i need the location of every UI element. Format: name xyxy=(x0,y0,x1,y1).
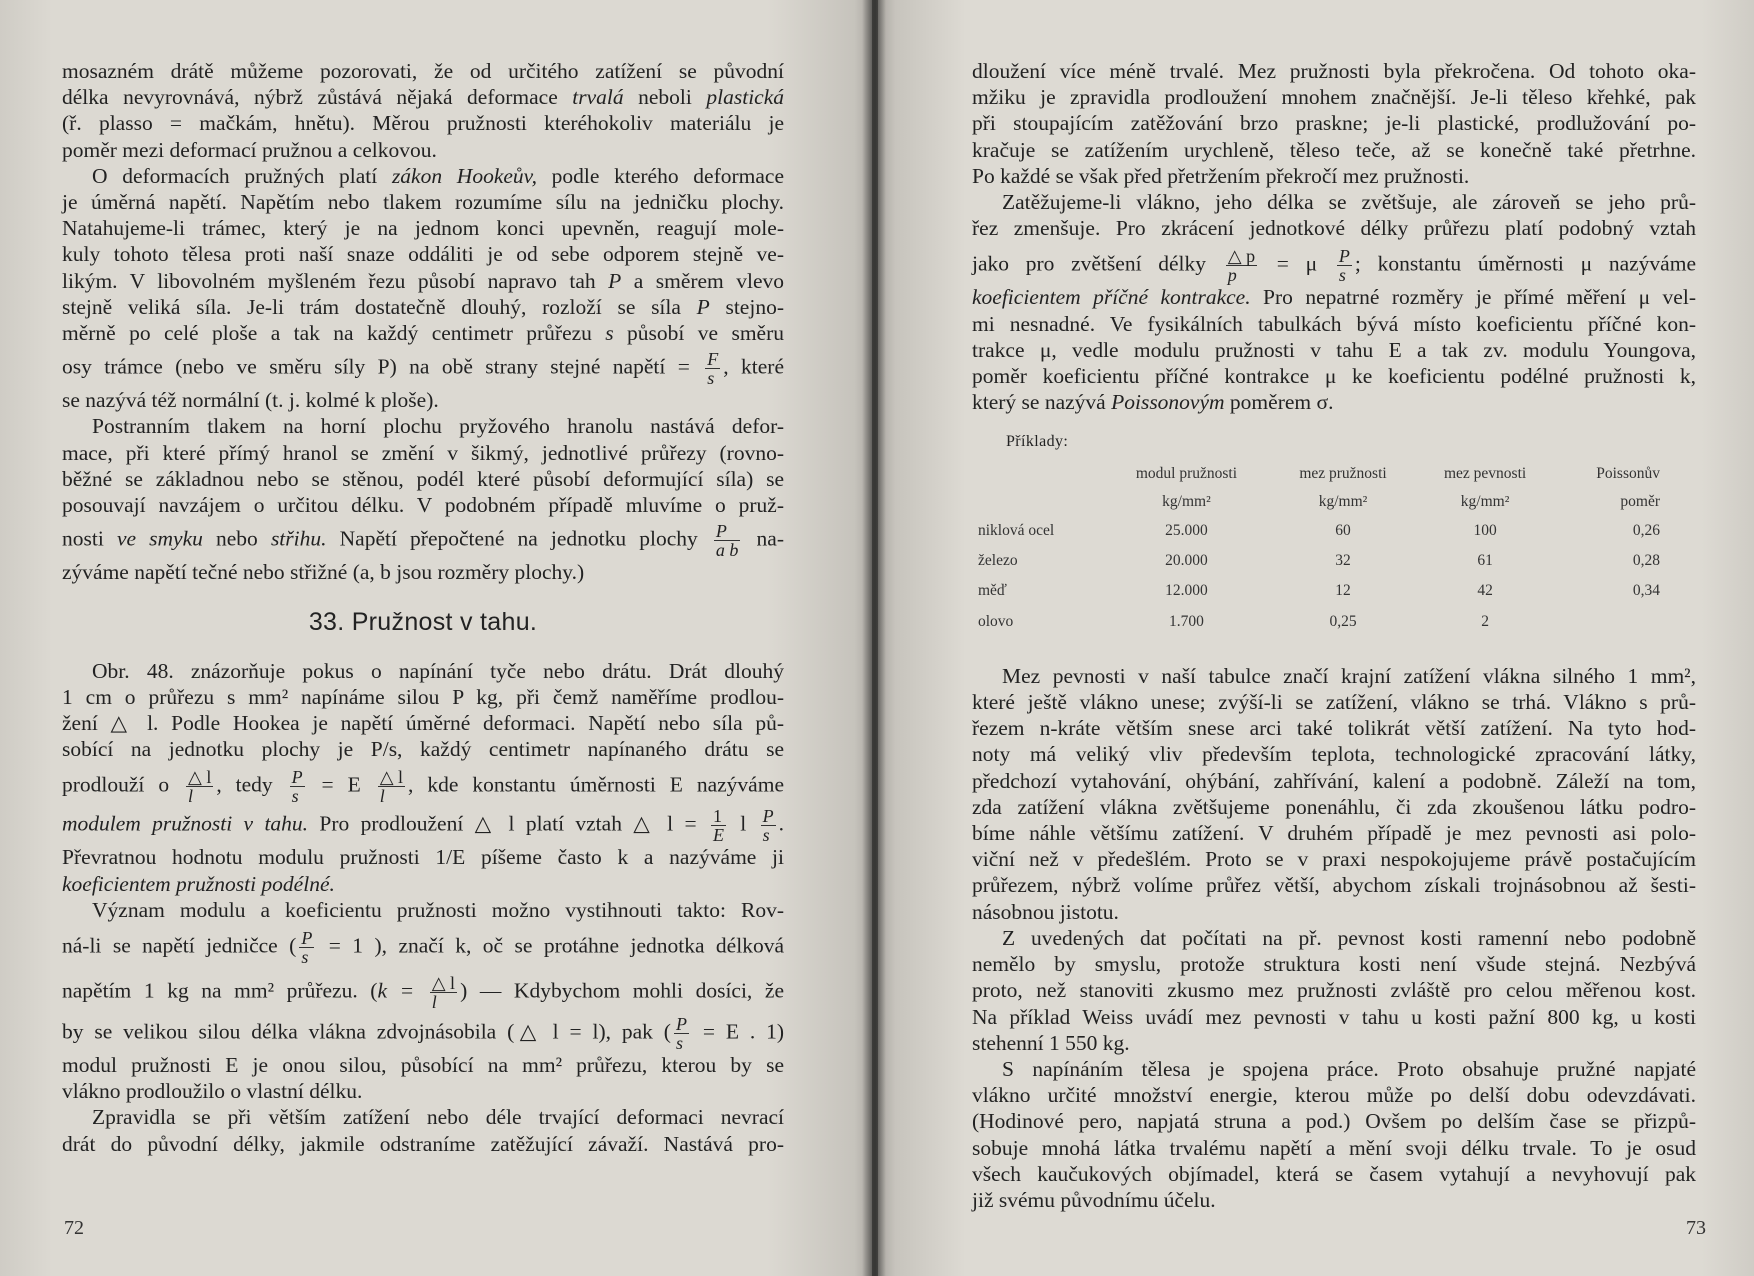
text-line: který se nazývá Poissonovým poměrem σ. xyxy=(972,390,1334,415)
intro-paragraph xyxy=(62,58,784,163)
table-cell: 60 xyxy=(1335,522,1351,540)
text-line: řez zmenšuje. Pro zkrácení jednotkové délky průřezu platí podobný vztah xyxy=(972,216,1696,241)
page-number: 73 xyxy=(1686,1217,1706,1239)
fraction: $\frac{P}{s}$ xyxy=(291,767,303,807)
text-line: mžiku je zpravidla prodloužení mnohem značnější. Je-li těleso křehké, pak xyxy=(972,85,1696,110)
text-line: bíme náhle většímu zatížení. V druhém případě je mez pevnosti asi polo- xyxy=(972,821,1696,846)
text-line: při stoupajícím zatěžování brzo praskne; je-li plastické, prodlužování po- xyxy=(972,111,1696,136)
table-row xyxy=(974,607,1664,637)
meaning-paragraph xyxy=(62,897,784,1105)
text-line: Na příklad Weiss uvádí mez pevnosti v tahu u kosti pažní 800 kg, u kosti xyxy=(972,1004,1696,1029)
text-line: předchozí vytahování, ohýbání, zahřívání, kalení a podobně. Záleží na tom, xyxy=(972,768,1696,793)
table-header: poměr xyxy=(1620,492,1660,510)
fraction: $\frac{P}{s}$ xyxy=(301,928,313,968)
formula-line: nosti ve smyku nebo střihu. Napětí přepočtené na jednotku plochy $\frac{P}{\text{a b}}$ na- xyxy=(62,521,784,561)
formula-line: modulem pružnosti v tahu. Pro prodloužení △ l platí vztah △ l = $\frac{1}{E}$ l $\frac{P}{s}$ . xyxy=(62,806,784,846)
text-line: násobnou jistotu. xyxy=(972,899,1119,924)
table-header: mez pružnosti xyxy=(1299,464,1387,482)
fraction: $\frac{\triangle l}{l}$ xyxy=(188,767,212,807)
text-line: drát do původní délky, jakmile odstraníme zatěžující závaží. Nastává pro- xyxy=(62,1131,784,1156)
text-line: poměr koeficientu příčné kontrakce μ ke koeficientu podélné pružnosti k, xyxy=(972,364,1696,389)
table-cell: 2 xyxy=(1481,612,1489,630)
table-cell: 0,34 xyxy=(1632,582,1660,600)
left-text-block xyxy=(62,58,784,1157)
page-number: 72 xyxy=(64,1217,84,1239)
text-line: O deformacích pružných platí zákon Hookeův, podle kterého deformace xyxy=(92,163,785,188)
text-line: mi nesnadné. Ve fysikálních tabulkách bývá místo koeficientu příčné kon- xyxy=(972,311,1696,336)
energy-paragraph xyxy=(972,1056,1696,1213)
table-header xyxy=(974,460,1103,488)
text-line: již svému původnímu účelu. xyxy=(972,1187,1216,1212)
table-cell: niklová ocel xyxy=(978,522,1055,540)
text-line: délka nevyrovnává, nýbrž zůstává nějaká deformace trvalá neboli plastická xyxy=(62,85,784,110)
table-row xyxy=(974,546,1664,576)
text-line: Mez pevnosti v naší tabulce značí krajní zatížení vlákna silného 1 mm², xyxy=(1002,663,1696,688)
text-line: se nazývá též normální (t. j. kolmé k ploše). xyxy=(62,388,439,413)
text-line: řezem n-kráte větším snese arci také tolikrát větší zatížení. Na tyto hod- xyxy=(972,716,1696,741)
right-text-block xyxy=(972,58,1696,1213)
text-line: měrně po celé ploše a tak na každý centimetr průřezu s působí ve směru xyxy=(62,321,784,346)
text-line: nemělo by smyslu, protože struktura kosti není všude stejná. Nezbývá xyxy=(972,952,1696,977)
text-line: sobuje mnohá látka trvalému napětí a mění svoji délku trvale. To je osud xyxy=(972,1135,1696,1160)
table-cell: olovo xyxy=(978,612,1014,630)
text-line: Po každé se však před přetržením překročí mez pružnosti. xyxy=(972,163,1470,188)
text-line: běžné se základnou nebo se stěnou, podél které působí deformující síla) se xyxy=(62,466,784,491)
formula-line: osy trámce (nebo ve směru síly P) na obě strany stejné napětí = $\frac{F}{s}$ , které xyxy=(62,349,784,389)
table-header-row xyxy=(974,488,1664,516)
fraction: $\frac{\triangle l}{l}$ xyxy=(431,973,456,1013)
table-cell: 12 xyxy=(1335,582,1351,600)
table-cell: 0,28 xyxy=(1632,552,1660,570)
text-line: proto, než stanoviti zkusmo mez pružnosti zvláště pro celou měřenou kost. xyxy=(972,978,1696,1003)
text-line: stehenní 1 550 kg. xyxy=(972,1030,1130,1055)
formula-line: prodlouží o $\frac{\triangle l}{l}$ , tedy $\frac{P}{s}$ = E $\frac{\triangle l}{l}$ , kde konstantu úměrnosti E nazýváme xyxy=(62,767,784,807)
fraction: $\frac{P}{s}$ xyxy=(675,1014,687,1054)
hooke-paragraph xyxy=(62,163,784,414)
table-header: modul pružnosti xyxy=(1135,464,1238,482)
text-line: 1 cm o průřezu s mm² napínáme silou P kg, při čemž naměříme prodlou- xyxy=(62,684,784,709)
text-line: Zpravidla se při větším zatížení nebo déle trvající deformaci nevrací xyxy=(92,1105,784,1130)
bone-paragraph xyxy=(972,925,1696,1056)
text-line: Význam modulu a koeficientu pružnosti možno vystihnouti takto: Rov- xyxy=(92,897,784,922)
text-line: zýváme napětí tečné nebo střižné (a, b jsou rozměry plochy.) xyxy=(62,560,585,585)
table-header-row xyxy=(974,460,1664,488)
text-line: modul pružnosti E je onou silou, působící na mm² průřezu, kterou by se xyxy=(62,1053,784,1078)
right-page xyxy=(878,0,1754,1276)
table-header: kg/mm² xyxy=(1460,492,1510,510)
table-cell: železo xyxy=(978,552,1018,570)
formula-line: jako pro zvětšení délky $\frac{\triangle p}{p}$ = μ $\frac{P}{s}$ ; konstantu úměrnosti μ nazýváme xyxy=(972,246,1696,286)
examples-label: Příklady: xyxy=(1006,433,1069,451)
text-line: Z uvedených dat počítati na př. pevnost kosti ramenní nebo podobně xyxy=(1002,925,1696,950)
strength-paragraph xyxy=(972,663,1696,925)
properties-table xyxy=(974,460,1664,637)
text-line: mace, při které přímý hranol se změní v šikmý, jednotlivé průřezy (rovno- xyxy=(62,440,784,465)
table-header: mez pevnosti xyxy=(1443,464,1527,482)
fraction: $\frac{\triangle p}{p}$ xyxy=(1227,246,1256,286)
table-cell xyxy=(1554,607,1664,637)
table-cell: 0,25 xyxy=(1329,612,1357,630)
table-cell: 20.000 xyxy=(1165,552,1208,570)
text-line: všech kaučukových objímadel, která se časem vytahují a nevyhovují pak xyxy=(972,1161,1696,1186)
table-cell: měď xyxy=(978,582,1007,600)
text-line: Postranním tlakem na horní plochu pryžového hranolu nastává defor- xyxy=(92,414,784,439)
text-line: trakce μ, vedle modulu pružnosti v tahu E a tak zv. modulu Youngova, xyxy=(972,337,1696,362)
text-line: (ř. plasso = mačkám, hnětu). Měrou pružnosti kteréhokoliv materiálu je xyxy=(62,111,784,136)
fraction: $\frac{P}{s}$ xyxy=(1338,246,1350,286)
fraction: $\frac{P}{\text{a b}}$ xyxy=(715,521,739,561)
text-line: které ještě vlákno unese; zvýší-li se zatížení, vlákno se trhá. Vlákno s prů- xyxy=(972,690,1696,715)
table-cell: 32 xyxy=(1335,552,1351,570)
table-header xyxy=(974,488,1103,516)
text-line: vlákno prodloužilo o vlastní délku. xyxy=(62,1079,363,1104)
text-line: koeficientem pružnosti podélné. xyxy=(62,871,335,896)
fraction: $\frac{F}{s}$ xyxy=(707,349,719,389)
text-line: průřezem, nýbrž volíme průřez větší, abychom získali trojnásobnou až šesti- xyxy=(972,873,1696,898)
text-line: poměr mezi deformací pružnou a celkovou. xyxy=(62,137,437,162)
text-line: stejně veliká síla. Je-li trám dostatečně dlouhý, rozloží se síla P stejno- xyxy=(62,294,784,319)
table-cell: 42 xyxy=(1477,582,1493,600)
formula-line: napětím 1 kg na mm² průřezu. (k = $\frac{\triangle l}{l}$ ) — Kdybychom mohli dosíci, že xyxy=(62,973,784,1013)
text-line: Převratnou hodnotu modulu pružnosti 1/E píšeme často k a nazýváme ji xyxy=(62,845,784,870)
table-row xyxy=(974,516,1664,546)
text-line: Zatěžujeme-li vlákno, jeho délka se zvětšuje, ale zároveň se jeho prů- xyxy=(1002,190,1696,215)
shear-paragraph xyxy=(62,413,784,585)
table-row xyxy=(974,576,1664,606)
book-gutter xyxy=(862,0,886,1276)
fraction: $\frac{P}{s}$ xyxy=(762,806,774,846)
table-cell: 61 xyxy=(1477,552,1493,570)
text-line: kračuje se zatížením urychleně, těleso teče, až se konečně také přetrhne. xyxy=(972,137,1696,162)
last-paragraph xyxy=(62,1104,784,1156)
section-title: 33. Pružnost v tahu. xyxy=(308,608,538,637)
fraction: $\frac{1}{E}$ xyxy=(712,806,724,846)
text-line: mosazném drátě můžeme pozorovati, že od určitého zatížení se původní xyxy=(62,59,784,83)
section-33-paragraph xyxy=(62,658,784,897)
text-line: likým. V libovolném myšleném řezu působí napravo tah P a směrem vlevo xyxy=(62,268,785,293)
table-header: Poissonův xyxy=(1596,464,1660,482)
text-line: noty má veliký vliv především teplota, technologické zpracování látky, xyxy=(972,742,1696,767)
table-cell: 1.700 xyxy=(1169,612,1204,630)
fraction: $\frac{\triangle l}{l}$ xyxy=(379,767,404,807)
text-line: zda zatížení vlákna zvětšujeme ponenáhlu, či zda zkoušenou látku podro- xyxy=(972,794,1696,819)
text-line: viční než v předešlém. Proto se v praxi nespokojujeme právě postačujícím xyxy=(972,847,1696,872)
formula-line: by se velikou silou délka vlákna zdvojnásobila (△ l = l), pak ( $\frac{P}{s}$ = E . 1) xyxy=(62,1014,784,1054)
text-line: vlákno určité množství energie, kterou může po delší dobu odevzdávati. xyxy=(972,1083,1696,1108)
text-line: je úměrná napětí. Napětím nebo tlakem rozumíme sílu na jedničku plochy. xyxy=(62,190,784,215)
text-line: koeficientem příčné kontrakce. Pro nepatrné rozměry je přímé měření μ vel- xyxy=(972,285,1696,310)
table-cell: 25.000 xyxy=(1165,522,1208,540)
table-cell: 12.000 xyxy=(1165,582,1208,600)
table-header: kg/mm² xyxy=(1318,492,1368,510)
text-line: žení △ l. Podle Hookea je napětí úměrné deformaci. Napětí nebo síla pů- xyxy=(62,711,784,736)
formula-line: ná-li se napětí jedničce ( $\frac{P}{s}$ = 1 ), značí k, oč se protáhne jednotka délková xyxy=(62,928,784,968)
text-line: dloužení více méně trvalé. Mez pružnosti byla překročena. Od tohoto oka- xyxy=(972,59,1696,83)
text-line: (Hodinové pero, napjatá struna a pod.) Ovšem po delším čase se přizpů- xyxy=(972,1109,1696,1134)
left-page xyxy=(0,0,872,1276)
table-header: kg/mm² xyxy=(1162,492,1211,510)
continuation-paragraph xyxy=(972,58,1696,189)
text-line: posouvají navzájem o určitou délku. V podobném případě mluvíme o pruž- xyxy=(62,493,784,518)
text-line: Obr. 48. znázorňuje pokus o napínání tyče nebo drátu. Drát dlouhý xyxy=(92,658,784,683)
text-line: S napínáním tělesa je spojena práce. Proto obsahuje pružné napjaté xyxy=(1002,1056,1696,1081)
text-line: Natahujeme-li trámec, který je na jednom konci upevněn, reagují mole- xyxy=(62,216,784,241)
contraction-paragraph xyxy=(972,189,1696,415)
table-cell: 100 xyxy=(1473,522,1497,540)
table-cell: 0,26 xyxy=(1632,522,1660,540)
text-line: sobící na jednotku plochy je P/s, každý centimetr napínaného drátu se xyxy=(62,737,784,762)
text-line: kuly tohoto tělesa proti naší snaze oddáliti je od sebe odporem stejně ve- xyxy=(62,242,784,267)
